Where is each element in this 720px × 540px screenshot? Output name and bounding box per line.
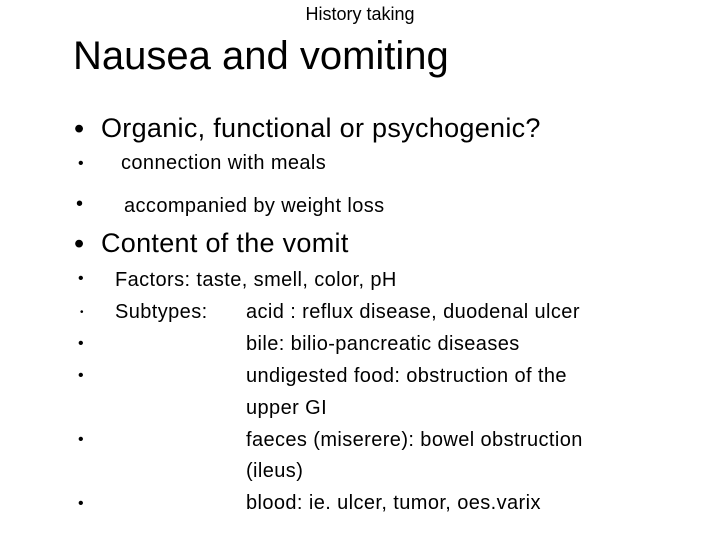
subtype-item-continuation: upper GI: [246, 397, 328, 419]
subtypes-label: Subtypes:: [115, 301, 208, 323]
factors-text: Factors: taste, smell, color, pH: [115, 269, 397, 291]
bullet-marker: •: [74, 113, 85, 145]
subtype-item-continuation: (ileus): [246, 460, 304, 482]
bullet-marker: •: [78, 367, 84, 384]
bullet-marker: •: [78, 270, 84, 287]
bullet-marker: •: [74, 228, 85, 260]
slide-title: Nausea and vomiting: [73, 34, 449, 78]
slide-header: History taking: [305, 4, 415, 24]
subtype-item: blood: ie. ulcer, tumor, oes.varix: [246, 492, 541, 514]
subtype-item: undigested food: obstruction of the: [246, 365, 567, 387]
bullet-marker: •: [78, 155, 84, 172]
subtype-item: acid : reflux disease, duodenal ulcer: [246, 301, 580, 323]
bullet-marker: •: [76, 193, 84, 215]
section-heading-content: Content of the vomit: [101, 228, 349, 258]
bullet-marker: •: [80, 307, 84, 318]
subtype-item: faeces (miserere): bowel obstruction: [246, 429, 583, 451]
list-item: accompanied by weight loss: [124, 195, 385, 217]
bullet-marker: •: [78, 431, 84, 448]
bullet-marker: •: [78, 495, 84, 512]
subtype-item: bile: bilio-pancreatic diseases: [246, 333, 520, 355]
bullet-marker: •: [78, 335, 84, 352]
section-heading-organic: Organic, functional or psychogenic?: [101, 113, 541, 143]
list-item: connection with meals: [121, 152, 327, 174]
